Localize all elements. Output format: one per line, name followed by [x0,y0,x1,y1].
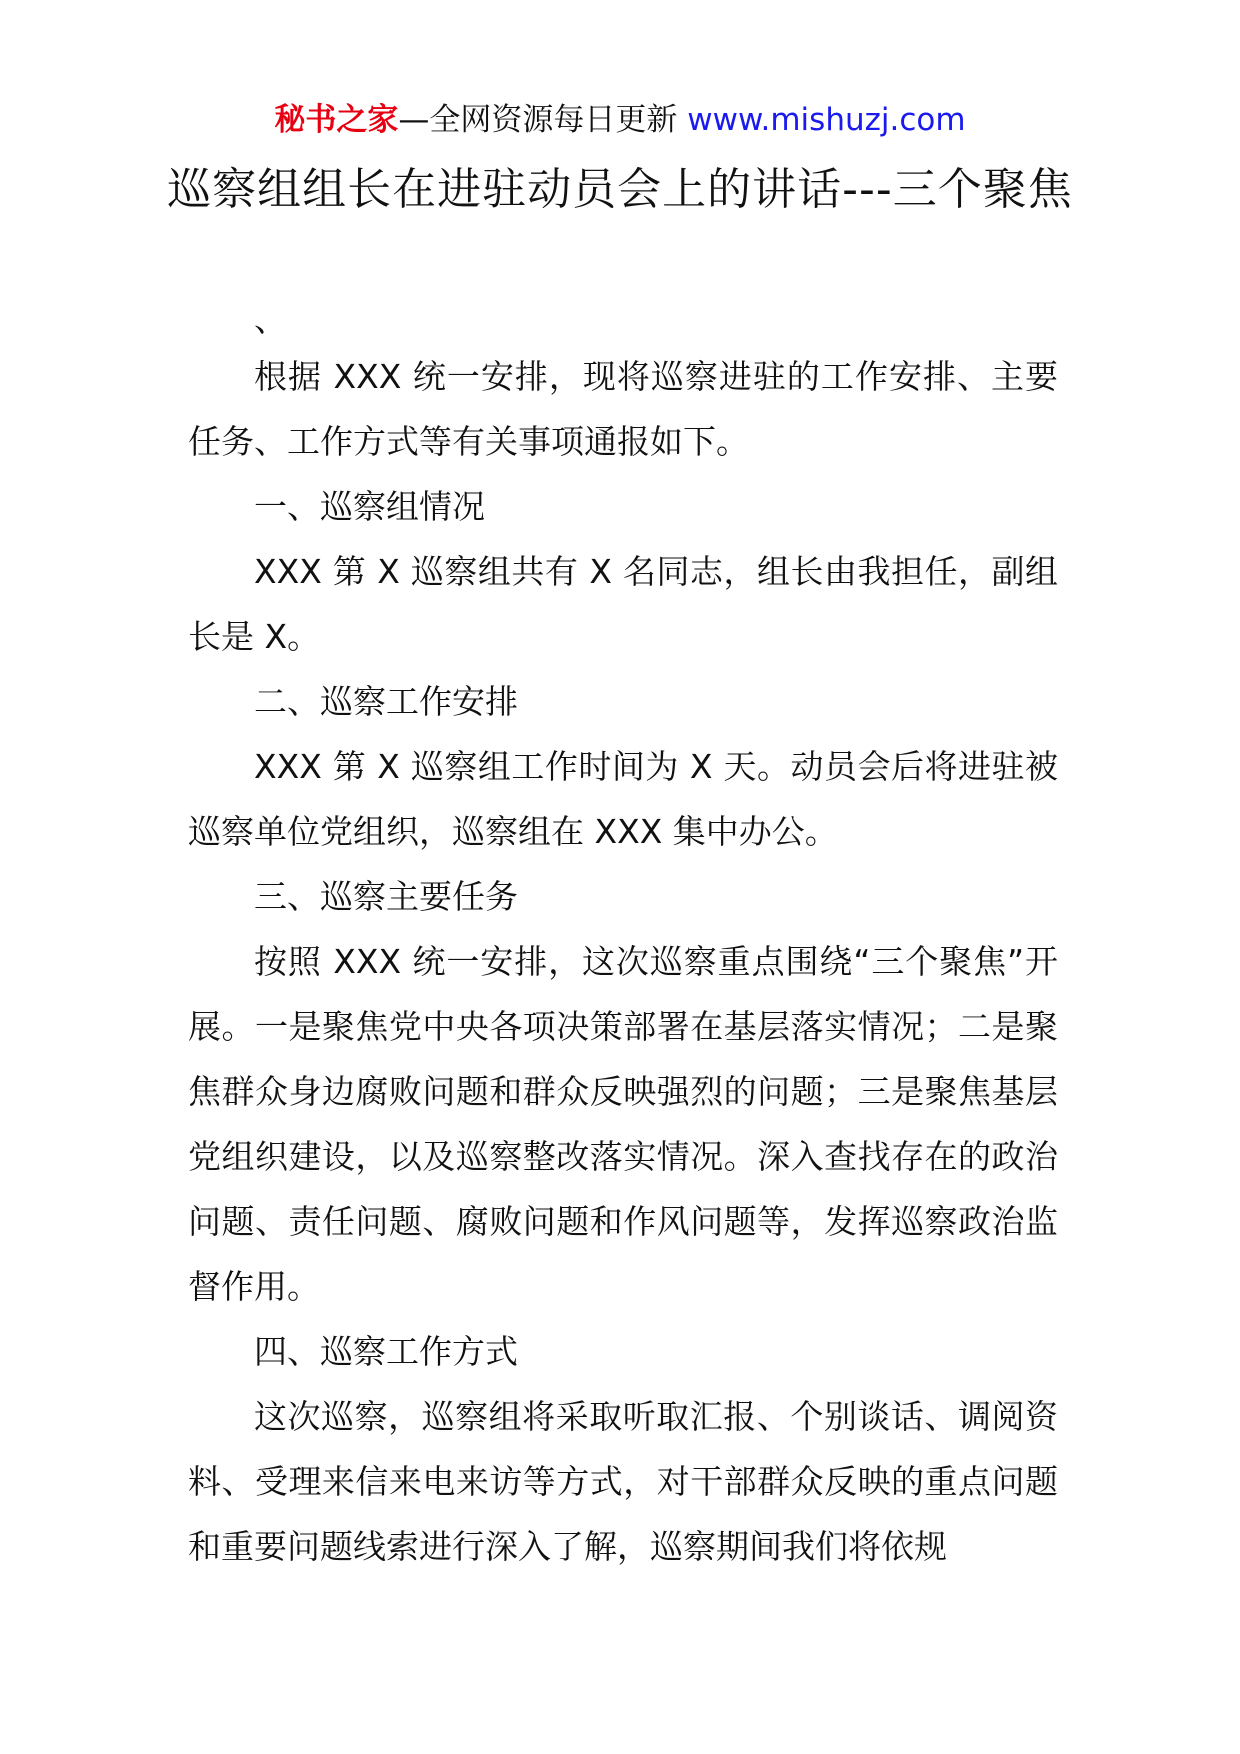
section-2-paragraph: XXX 第 X 巡察组工作时间为 X 天。动员会后将进驻被巡察单位党组织，巡察组在 XXX 集中办公。 [188,747,1058,851]
section-heading-4: 四、巡察工作方式 [254,1332,518,1371]
section-1-paragraph: XXX 第 X 巡察组共有 X 名同志，组长由我担任，副组长是 X。 [188,552,1058,656]
intro-paragraph: 根据 XXX 统一安排，现将巡察进驻的工作安排、主要任务、工作方式等有关事项通报如下。 [188,357,1058,461]
section-heading-3: 三、巡察主要任务 [254,877,518,916]
document-body [188,296,1058,1579]
watermark-header [0,100,1240,140]
document-title: 巡察组组长在进驻动员会上的讲话---三个聚焦 [167,164,1073,215]
section-3-paragraph: 按照 XXX 统一安排，这次巡察重点围绕“三个聚焦”开展。一是聚焦党中央各项决策部署在基层落实情况；二是聚焦群众身边腐败问题和群众反映强烈的问题；三是聚焦基层党组织建设，以及巡察整改落实情况。深入查找存在的政治问题、责任问题、腐败问题和作风问题等，发挥巡察政治监督作用。 [188,942,1058,1306]
header-tagline: —全网资源每日更新 [398,102,688,138]
site-link[interactable]: www.mishuzj.com [687,102,966,138]
brand-name: 秘书之家 [274,102,399,138]
section-4-paragraph: 这次巡察，巡察组将采取听取汇报、个别谈话、调阅资料、受理来信来电来访等方式，对干部群众反映的重点问题和重要问题线索进行深入了解，巡察期间我们将依规 [188,1397,1058,1566]
section-heading-1: 一、巡察组情况 [254,487,485,526]
stray-mark: 、 [254,300,287,339]
section-heading-2: 二、巡察工作安排 [254,682,518,721]
